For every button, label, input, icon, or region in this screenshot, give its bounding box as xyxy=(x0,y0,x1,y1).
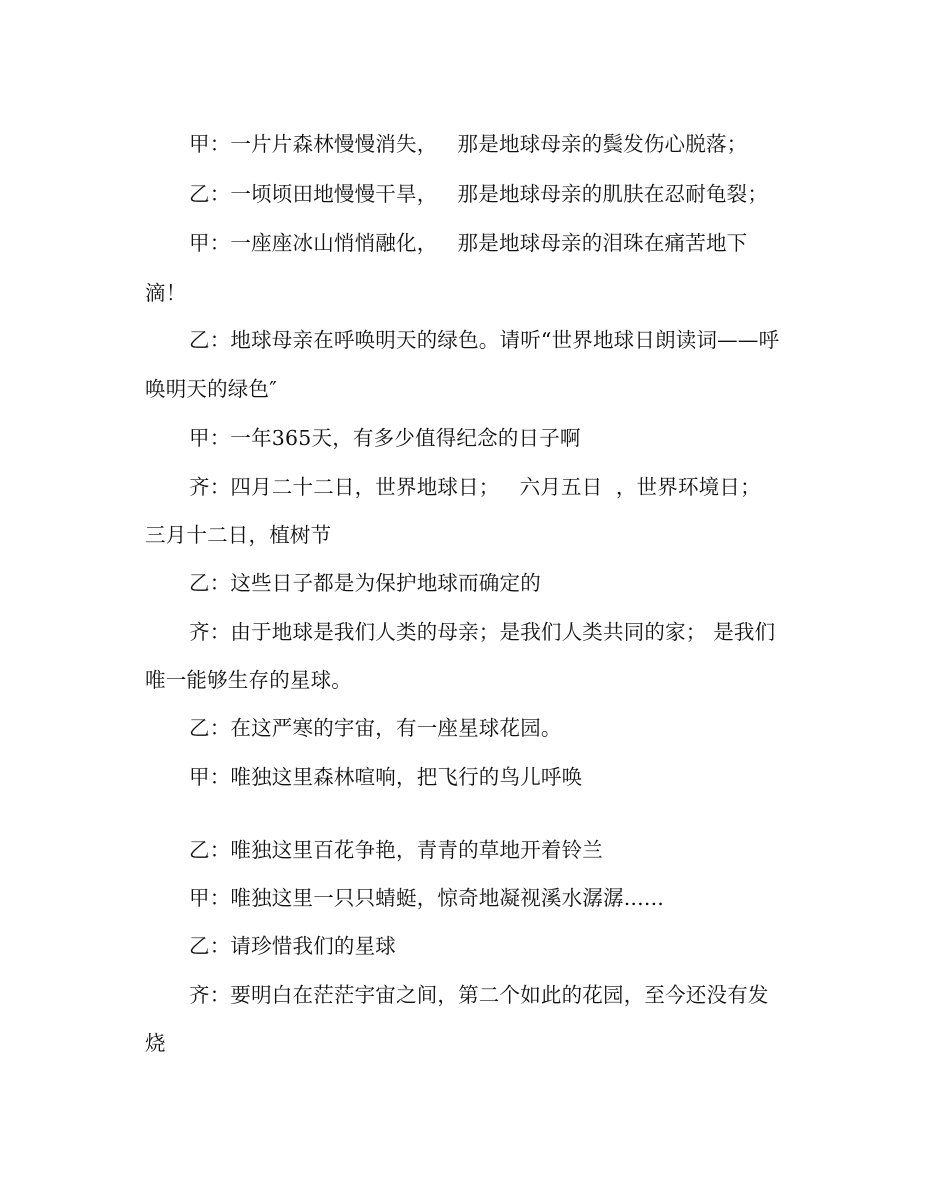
text-line: 乙：一顷顷田地慢慢干旱， 那是地球母亲的肌肤在忍耐龟裂； xyxy=(189,182,769,206)
text-line: 齐：四月二十二日，世界地球日； 六月五日 ，世界环境日； xyxy=(189,475,761,499)
text-line: 甲：一年365天，有多少值得纪念的日子啊 xyxy=(189,426,581,450)
text-line: 甲：唯独这里森林喧响，把飞行的鸟儿呼唤 xyxy=(189,765,583,789)
text-line: 乙：在这严寒的宇宙，有一座星球花园。 xyxy=(189,716,562,740)
text-line: 唤明天的绿色″ xyxy=(145,377,278,401)
text-line: 乙：这些日子都是为保护地球而确定的 xyxy=(189,571,541,595)
text-line: 甲：一座座冰山悄悄融化， 那是地球母亲的泪珠在痛苦地下 xyxy=(189,231,748,255)
text-line: 乙：地球母亲在呼唤明天的绿色。请听“世界地球日朗读词——呼 xyxy=(189,328,780,352)
text-line: 齐：要明白在茫茫宇宙之间，第二个如此的花园，至今还没有发 xyxy=(189,983,769,1007)
text-line: 乙：唯独这里百花争艳，青青的草地开着铃兰 xyxy=(189,838,603,862)
text-line: 甲：一片片森林慢慢消失， 那是地球母亲的鬓发伤心脱落； xyxy=(189,132,748,156)
text-line: 三月十二日，植树节 xyxy=(145,523,332,547)
text-line: 乙：请珍惜我们的星球 xyxy=(189,934,396,958)
text-line: 烧 xyxy=(145,1031,166,1055)
text-line: 唯一能够生存的星球。 xyxy=(145,668,352,692)
text-line: 甲：唯独这里一只只蜻蜓，惊奇地凝视溪水潺潺...... xyxy=(189,886,664,910)
text-line: 齐：由于地球是我们人类的母亲；是我们人类共同的家； 是我们 xyxy=(189,620,776,644)
text-line: 滴！ xyxy=(145,281,187,305)
